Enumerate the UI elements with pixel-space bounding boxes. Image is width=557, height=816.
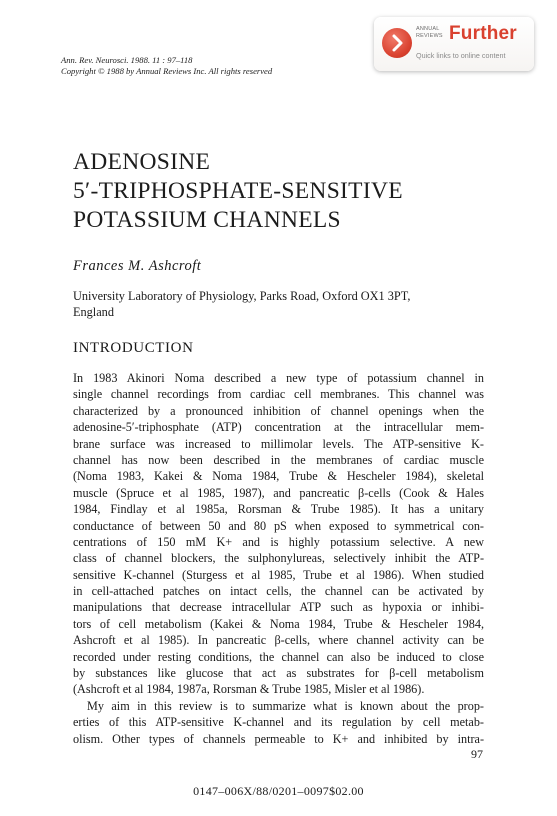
publisher-line-1: ANNUAL [416,26,440,32]
author-affiliation [73,288,493,320]
body-line: class of channel blockers, the sulphonylureas, selectively inhibit the ATP- [73,551,484,566]
body-line: 1984, Findlay et al 1985a, Rorsman & Trube 1985). It has a unitary [73,502,484,517]
body-line: centrations of 150 mM K+ and is highly potassium selective. A new [73,534,484,549]
body-line: adenosine-5′-triphosphate (ATP) concentration at the intracellular mem- [73,420,484,435]
body-line: in cell-attached patches on intact cells, the channel can be activated by [73,584,484,599]
affiliation-line: England [73,305,114,319]
citation-journal-line: Ann. Rev. Neurosci. 1988. 11 : 97–118 [61,55,193,65]
body-line: (Ashcroft et al 1984, 1987a, Rorsman & Trube 1985, Misler et al 1986). [73,682,425,697]
publisher-logo-text [416,26,446,39]
body-line: sensitive K-channel (Sturgess et al 1985, Trube et al 1986). When studied [73,567,484,582]
body-line: My aim in this review is to summarize what is known about the prop- [87,698,484,713]
citation-copyright-line: Copyright © 1988 by Annual Reviews Inc. All rights reserved [61,66,273,76]
title-line: 5′-TRIPHOSPHATE-SENSITIVE [73,178,403,204]
body-line: manipulations that decrease intracellular ATP such as hypoxia or inhibi- [73,600,484,615]
footer-price: $02.00 [329,784,364,798]
article-title [73,148,403,235]
journal-citation [61,55,361,77]
further-tagline: Quick links to online content [416,51,506,60]
body-line: Ashcroft et al 1985). In pancreatic β-cells, where channel activity can be [73,633,484,648]
body-line: muscle (Spruce et al 1985, 1987), and pancreatic β-cells (Cook & Hales [73,485,484,500]
chevron-right-icon [382,28,412,58]
body-line: characterized by a pronounced inhibition of channel openings when the [73,403,484,418]
further-brand-label: Further [449,23,517,44]
body-line: brane surface was increased to millimolar levels. The ATP-sensitive K- [73,436,484,451]
body-line: In 1983 Akinori Noma described a new type of potassium channel in [73,371,484,385]
title-line: POTASSIUM CHANNELS [73,207,341,233]
publisher-line-2: REVIEWS [416,32,443,39]
title-line: ADENOSINE [73,149,211,175]
body-line: single channel recordings from cardiac cell membranes. This channel was [73,387,484,402]
body-line: by substances like glucose that act as substrates for β-cell metabolism [73,666,484,681]
body-line: channel has now been described in the membranes of cardiac muscle [73,452,484,467]
footer-code: 0147–006X/88/0201–0097 [193,784,330,798]
body-line: (Noma 1983, Kakei & Noma 1984, Trube & Hescheler 1984), skeletal [73,469,484,484]
body-line: tors of cell metabolism (Kakei & Noma 1984, Trube & Hescheler 1984, [73,616,484,631]
page-number: 97 [471,747,483,761]
page-footer [0,784,557,799]
author-name: Frances M. Ashcroft [73,258,202,274]
annual-reviews-further-badge[interactable] [374,17,534,71]
affiliation-line: University Laboratory of Physiology, Parks Road, Oxford OX1 3PT, [73,289,411,303]
body-line: erties of this ATP-sensitive K-channel and its regulation by cell metab- [73,715,484,730]
body-line: conductance of between 50 and 80 pS when exposed to symmetrical con- [73,518,484,533]
section-heading: INTRODUCTION [73,340,194,356]
body-line: olism. Other types of channels permeable to K+ and inhibited by intra- [73,731,484,746]
introduction-body [73,370,484,747]
body-line: recorded under resting conditions, the channel can also be induced to close [73,649,484,664]
